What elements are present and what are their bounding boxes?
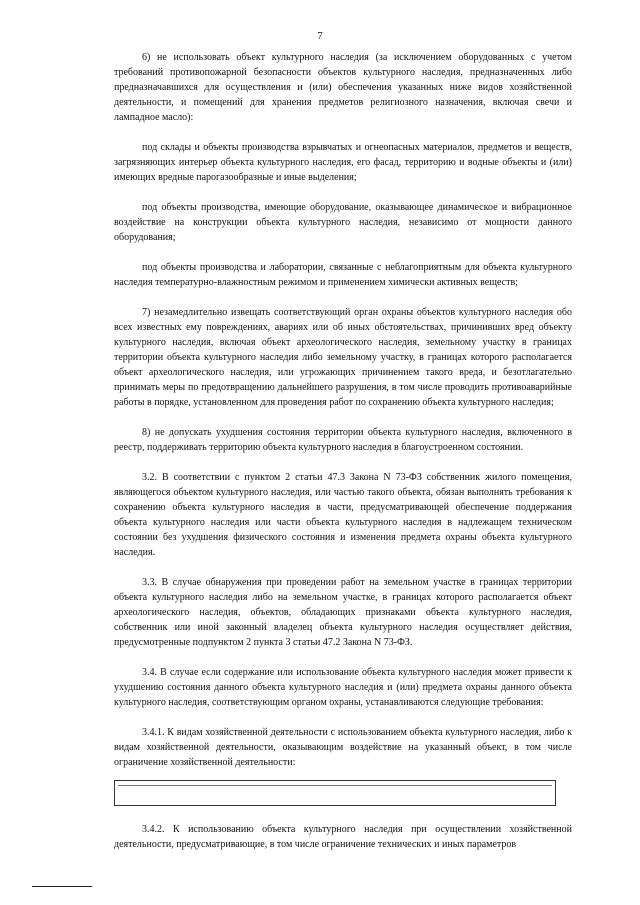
document-body xyxy=(114,50,572,867)
footnote-divider xyxy=(32,886,92,887)
paragraph-warehouses: под склады и объекты производства взрывчатых и огнеопасных материалов, предметов и веществ, загрязняющих интерьер объекта культурного наследия, его фасад, территорию и водные объекты и (или) имеющих вредные парогазообразные и иные выделения; xyxy=(114,142,572,183)
box-inner-line xyxy=(118,785,552,786)
paragraph-item-7: 7) незамедлительно извещать соответствующий орган охраны объектов культурного наследия обо всех известных ему повреждениях, авариях или об иных обстоятельствах, причинивших вред объекту культурного наследия, включая объект археологического наследия, земельному участку в границах территории объекта культурного наследия либо земельному участку, в границах которого располагается объект археологического наследия, или угрожающих причинением такого вреда, и безотлагательно принимать меры по предотвращению дальнейшего разрушения, в том числе проводить противоаварийные работы в порядке, установленном для проведения работ по сохранению объекта культурного наследия; xyxy=(114,307,572,408)
paragraph-production-vibration: под объекты производства, имеющие оборудование, оказывающее динамическое и вибрационное воздействие на конструкции объекта культурного наследия, независимо от мощности данного оборудования; xyxy=(114,202,572,243)
paragraph-3-3: 3.3. В случае обнаружения при проведении работ на земельном участке в границах территории объекта культурного наследия либо на земельном участке, в границах которого располагается объект археологического наследия, объектов, обладающих признаками объекта культурного наследия, собственник или иной законный владелец объекта культурного наследия осуществляет действия, предусмотренные подпунктом 2 пункта 3 статьи 47.2 Закона N 73-ФЗ. xyxy=(114,577,572,648)
paragraph-3-4-2: 3.4.2. К использованию объекта культурного наследия при осуществлении хозяйственной деятельности, предусматривающие, в том числе ограничение технических и иных параметров xyxy=(114,824,572,850)
paragraph-item-6: 6) не использовать объект культурного наследия (за исключением оборудованных с учетом требований противопожарной безопасности объектов культурного наследия, предназначенных либо предназначавшихся для осуществления и (или) обеспечения указанных ниже видов хозяйственной деятельности, и помещений для хранения предметов религиозного назначения, включая свечи и лампадное масло): xyxy=(114,52,572,123)
page-number: 7 xyxy=(317,30,323,42)
paragraph-laboratories: под объекты производства и лаборатории, связанные с неблагоприятным для объекта культурного наследия температурно-влажностным режимом и применением химически активных веществ; xyxy=(114,262,572,288)
paragraph-3-4: 3.4. В случае если содержание или использование объекта культурного наследия может привести к ухудшению состояния данного объекта культурного наследия и (или) предмета охраны данного объекта культурного наследия, соответствующим органом охраны, устанавливаются следующие требования: xyxy=(114,667,572,708)
paragraph-item-8: 8) не допускать ухудшения состояния территории объекта культурного наследия, включенного в реестр, поддерживать территорию объекта культурного наследия в благоустроенном состоянии. xyxy=(114,427,572,453)
paragraph-3-4-1: 3.4.1. К видам хозяйственной деятельности с использованием объекта культурного наследия, либо к видам хозяйственной деятельности, оказывающим воздействие на указанный объект, в том числе ограничение хозяйственной деятельности: xyxy=(114,727,572,768)
paragraph-3-2: 3.2. В соответствии с пунктом 2 статьи 47.3 Закона N 73-ФЗ собственник жилого помещения, являющегося объектом культурного наследия, или частью такого объекта, обязан выполнять требования к сохранению объекта культурного наследия в части, предусматривающей обеспечение поддержания объекта культурного наследия или части объекта культурного наследия в надлежащем техническом состоянии без ухудшения физического состояния и изменения предмета охраны объекта культурного наследия. xyxy=(114,472,572,558)
empty-field-box[interactable] xyxy=(114,780,556,806)
